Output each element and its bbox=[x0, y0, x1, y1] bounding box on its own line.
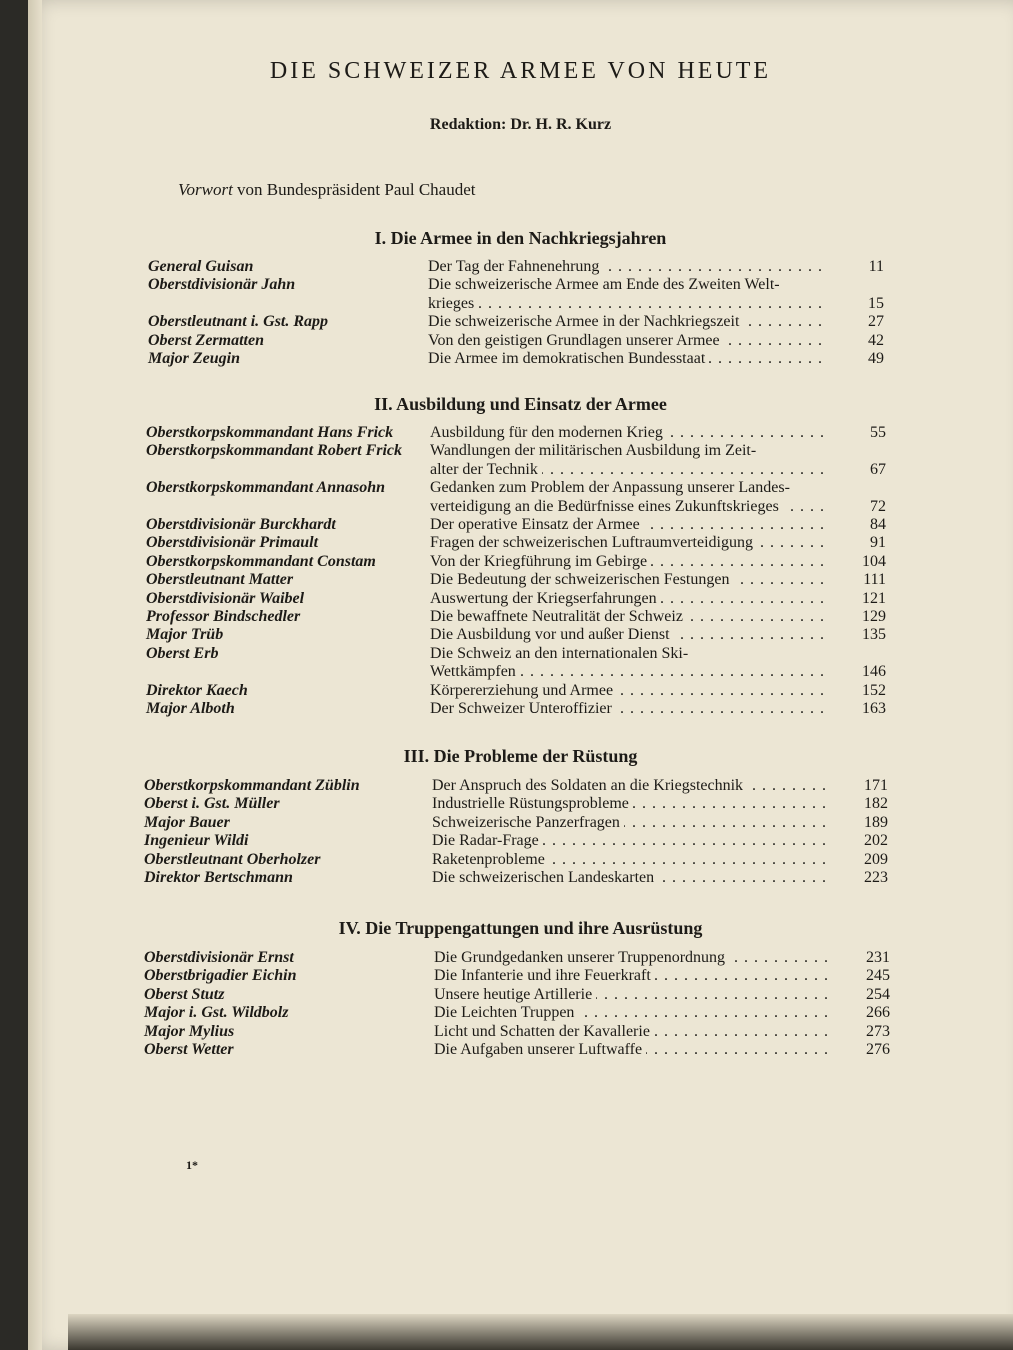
entry-title: Die Bedeutung der schweizerischen Festungen . . . bbox=[430, 571, 824, 589]
entry-title: Industrielle Rüstungsprobleme . . . bbox=[432, 795, 826, 813]
entry-title: Von der Kriegführung im Gebirge . . . bbox=[430, 553, 824, 571]
entry-author: Oberst Stutz bbox=[144, 985, 225, 1003]
entry-author: Oberstkorpskommandant Annasohn bbox=[146, 479, 386, 497]
entry-title: Unsere heutige Artillerie . . . bbox=[434, 986, 828, 1004]
entry-title: Die Infanterie und ihre Feuerkraft . . . bbox=[434, 967, 828, 985]
entry-title: Die schweizerischen Landeskarten . . . bbox=[432, 869, 826, 887]
entry-title: krieges . . . bbox=[428, 295, 822, 313]
entry-author: Oberstleutnant Oberholzer bbox=[144, 850, 321, 868]
folio-number: 1* bbox=[186, 1158, 198, 1172]
entry-title: Die Armee im demokratischen Bundesstaat . . . bbox=[428, 350, 822, 368]
entry-title: Von den geistigen Grundlagen unserer Armee . . . bbox=[428, 332, 822, 350]
entry-page-number: 273 bbox=[866, 1022, 890, 1040]
entry-author: Oberstdivisionär Burckhardt bbox=[146, 516, 336, 533]
entry-page-number: 55 bbox=[870, 424, 886, 441]
entry-author: Oberstleutnant Matter bbox=[146, 571, 294, 589]
entry-author: Direktor Bertschmann bbox=[144, 869, 293, 886]
entry-title: Die Ausbildung vor und außer Dienst . . . bbox=[430, 626, 824, 644]
entry-title: Die bewaffnete Neutralität der Schweiz . . . bbox=[430, 608, 824, 626]
entry-author: Oberstkorpskommandant Hans Frick bbox=[146, 424, 394, 441]
entry-page-number: 254 bbox=[866, 985, 890, 1003]
entry-title: Die schweizerische Armee am Ende des Zweiten Welt- bbox=[428, 276, 822, 294]
entry-author: Oberst Erb bbox=[146, 644, 219, 662]
entry-page-number: 276 bbox=[866, 1041, 890, 1058]
entry-page-number: 223 bbox=[864, 869, 888, 886]
entry-author: Oberstbrigadier Eichin bbox=[144, 967, 297, 985]
entry-title: Auswertung der Kriegserfahrungen . . . bbox=[430, 590, 824, 608]
editor-line: Redaktion: Dr. H. R. Kurz bbox=[429, 116, 612, 133]
entry-author: Direktor Kaech bbox=[146, 681, 248, 699]
entry-page-number: 121 bbox=[862, 589, 886, 607]
entry-author: Oberstkorpskommandant Züblin bbox=[144, 777, 360, 794]
entry-title: Die Leichten Truppen . . . bbox=[434, 1004, 828, 1022]
entry-title: Die Aufgaben unserer Luftwaffe . . . bbox=[434, 1041, 828, 1059]
entry-author: Ingenieur Wildi bbox=[144, 832, 249, 850]
entry-title: Schweizerische Panzerfragen . . . bbox=[432, 814, 826, 832]
entry-title: Licht und Schatten der Kavallerie . . . bbox=[434, 1023, 828, 1041]
entry-title: Wandlungen der militärischen Ausbildung im Zeit- bbox=[430, 442, 824, 460]
entry-title: alter der Technik . . . bbox=[430, 461, 824, 479]
entry-page-number: 152 bbox=[862, 681, 886, 699]
section-heading: I. Die Armee in den Nachkriegsjahren bbox=[374, 228, 667, 248]
entry-title: Die schweizerische Armee in der Nachkriegszeit . . . bbox=[428, 313, 822, 331]
foreword-line bbox=[178, 180, 476, 200]
entry-author: Oberst Zermatten bbox=[148, 331, 264, 349]
entry-page-number: 49 bbox=[868, 350, 884, 367]
entry-title: verteidigung an die Bedürfnisse eines Zukunftskrieges . . . bbox=[430, 498, 824, 516]
entry-author: Major i. Gst. Wildbolz bbox=[144, 1004, 289, 1022]
entry-author: Major Mylius bbox=[144, 1022, 235, 1040]
entry-author: Major Zeugin bbox=[148, 350, 241, 367]
entry-author: Oberstleutnant i. Gst. Rapp bbox=[148, 313, 329, 331]
entry-page-number: 42 bbox=[868, 331, 884, 349]
entry-author: Oberst Wetter bbox=[144, 1041, 234, 1058]
entry-title: Körpererziehung und Armee . . . bbox=[430, 682, 824, 700]
entry-page-number: 231 bbox=[866, 949, 890, 966]
entry-title: Der Anspruch des Soldaten an die Kriegstechnik . . . bbox=[432, 777, 826, 795]
entry-page-number: 135 bbox=[862, 626, 886, 644]
entry-title: Die Schweiz an den internationalen Ski- bbox=[430, 645, 824, 663]
entry-page-number: 189 bbox=[864, 813, 888, 831]
entry-title: Raketenprobleme . . . bbox=[432, 851, 826, 869]
entry-page-number: 163 bbox=[862, 700, 886, 717]
entry-title: Die Grundgedanken unserer Truppenordnung . . . bbox=[434, 949, 828, 967]
entry-title: Der Schweizer Unteroffizier . . . bbox=[430, 700, 824, 718]
entry-author: Oberstkorpskommandant Robert Frick bbox=[146, 442, 403, 460]
page-shadow-edge bbox=[68, 1314, 1013, 1350]
entry-page-number: 182 bbox=[864, 795, 888, 813]
entry-title: Der Tag der Fahnenehrung . . . bbox=[428, 258, 822, 276]
entry-title: Ausbildung für den modernen Krieg . . . bbox=[430, 424, 824, 442]
entry-page-number: 72 bbox=[870, 497, 886, 515]
section-heading: II. Ausbildung und Einsatz der Armee bbox=[374, 394, 667, 414]
entry-author: Oberstdivisionär Ernst bbox=[144, 949, 294, 966]
entry-page-number: 129 bbox=[862, 608, 886, 625]
entry-page-number: 146 bbox=[862, 663, 886, 681]
entry-author: Major Alboth bbox=[146, 700, 235, 717]
section-heading: III. Die Probleme der Rüstung bbox=[403, 746, 638, 766]
entry-title: Wettkämpfen . . . bbox=[430, 663, 824, 681]
page-title: DIE SCHWEIZER ARMEE VON HEUTE bbox=[269, 58, 772, 84]
entry-page-number: 27 bbox=[868, 313, 884, 331]
entry-author: Major Trüb bbox=[146, 626, 224, 644]
entry-page-number: 15 bbox=[868, 294, 884, 312]
book-page bbox=[28, 0, 1013, 1350]
entry-author: Professor Bindschedler bbox=[146, 608, 301, 625]
entry-title: Der operative Einsatz der Armee . . . bbox=[430, 516, 824, 534]
entry-page-number: 11 bbox=[868, 258, 884, 275]
foreword-text: von Bundespräsident Paul Chaudet bbox=[237, 180, 476, 199]
section-heading: IV. Die Truppengattungen und ihre Ausrüstung bbox=[338, 918, 703, 938]
entry-page-number: 202 bbox=[864, 832, 888, 850]
entry-author: General Guisan bbox=[148, 258, 254, 275]
foreword-label: Vorwort bbox=[178, 180, 233, 199]
entry-page-number: 104 bbox=[862, 552, 886, 570]
entry-page-number: 171 bbox=[864, 777, 888, 794]
entry-title: Fragen der schweizerischen Luftraumverteidigung . . . bbox=[430, 534, 824, 552]
entry-author: Oberstdivisionär Jahn bbox=[148, 276, 296, 294]
entry-author: Oberstdivisionär Primault bbox=[146, 534, 319, 552]
entry-page-number: 84 bbox=[870, 516, 886, 533]
entry-page-number: 111 bbox=[863, 571, 886, 589]
entry-title: Gedanken zum Problem der Anpassung unserer Landes- bbox=[430, 479, 824, 497]
entry-author: Oberst i. Gst. Müller bbox=[144, 795, 280, 813]
entry-author: Major Bauer bbox=[144, 813, 230, 831]
entry-author: Oberstkorpskommandant Constam bbox=[146, 552, 376, 570]
entry-page-number: 266 bbox=[866, 1004, 890, 1022]
entry-page-number: 67 bbox=[870, 460, 886, 478]
entry-page-number: 209 bbox=[864, 850, 888, 868]
entry-page-number: 245 bbox=[866, 967, 890, 985]
entry-author: Oberstdivisionär Waibel bbox=[146, 589, 305, 607]
entry-page-number: 91 bbox=[870, 534, 886, 552]
entry-title: Die Radar-Frage . . . bbox=[432, 832, 826, 850]
